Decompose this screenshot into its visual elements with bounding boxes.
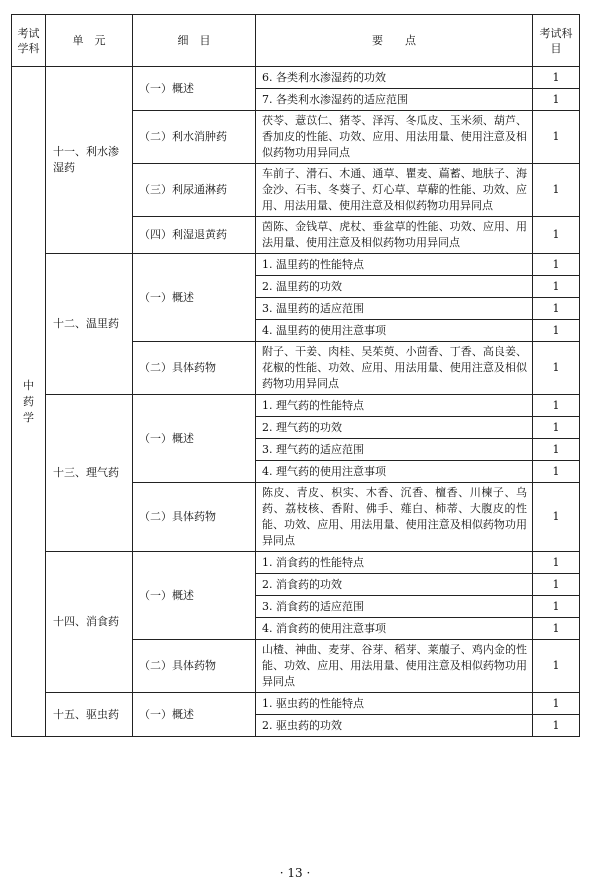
score-cell: 1	[533, 417, 580, 439]
score-cell: 1	[533, 640, 580, 693]
score-cell: 1	[533, 89, 580, 111]
unit-cell: 十三、理气药	[46, 395, 133, 552]
unit-cell: 十二、温里药	[46, 254, 133, 395]
point-cell: 2. 温里药的功效	[256, 276, 533, 298]
score-cell: 1	[533, 298, 580, 320]
point-cell: 4. 理气药的使用注意事项	[256, 461, 533, 483]
score-cell: 1	[533, 715, 580, 737]
point-cell: 2. 驱虫药的功效	[256, 715, 533, 737]
detail-cell: （一）概述	[133, 67, 256, 111]
header-points: 要 点	[256, 15, 533, 67]
point-cell: 茯苓、薏苡仁、猪苓、泽泻、冬瓜皮、玉米须、葫芦、香加皮的性能、功效、应用、用法用量、使用注意及相似药物功用异同点	[256, 111, 533, 164]
score-cell: 1	[533, 461, 580, 483]
detail-cell: （一）概述	[133, 395, 256, 483]
point-cell: 陈皮、青皮、枳实、木香、沉香、檀香、川楝子、乌药、荔枝核、香附、佛手、薤白、柿蒂、大腹皮的性能、功效、应用、用法用量、使用注意及相似药物功用异同点	[256, 483, 533, 552]
detail-cell: （四）利湿退黄药	[133, 217, 256, 254]
header-detail: 细 目	[133, 15, 256, 67]
score-cell: 1	[533, 320, 580, 342]
detail-cell: （一）概述	[133, 552, 256, 640]
point-cell: 3. 消食药的适应范围	[256, 596, 533, 618]
table-row	[12, 693, 580, 715]
score-cell: 1	[533, 67, 580, 89]
table-row	[12, 395, 580, 417]
unit-cell: 十一、利水渗湿药	[46, 67, 133, 254]
point-cell: 4. 消食药的使用注意事项	[256, 618, 533, 640]
point-cell: 2. 理气药的功效	[256, 417, 533, 439]
score-cell: 1	[533, 693, 580, 715]
subject-label: 中药学	[23, 378, 34, 424]
score-cell: 1	[533, 342, 580, 395]
point-cell: 1. 驱虫药的性能特点	[256, 693, 533, 715]
score-cell: 1	[533, 217, 580, 254]
point-cell: 7. 各类利水渗湿药的适应范围	[256, 89, 533, 111]
point-cell: 3. 理气药的适应范围	[256, 439, 533, 461]
detail-cell: （二）具体药物	[133, 640, 256, 693]
header-row	[12, 15, 580, 67]
score-cell: 1	[533, 164, 580, 217]
score-cell: 1	[533, 111, 580, 164]
table-row	[12, 67, 580, 89]
point-cell: 1. 消食药的性能特点	[256, 552, 533, 574]
point-cell: 6. 各类利水渗湿药的功效	[256, 67, 533, 89]
syllabus-table	[11, 14, 580, 737]
score-cell: 1	[533, 618, 580, 640]
score-cell: 1	[533, 596, 580, 618]
header-score: 考试科目	[533, 15, 580, 67]
table-body	[12, 67, 580, 737]
score-cell: 1	[533, 254, 580, 276]
detail-cell: （一）概述	[133, 254, 256, 342]
detail-cell: （二）具体药物	[133, 342, 256, 395]
unit-cell: 十五、驱虫药	[46, 693, 133, 737]
unit-cell: 十四、消食药	[46, 552, 133, 693]
score-cell: 1	[533, 483, 580, 552]
point-cell: 附子、干姜、肉桂、吴茱萸、小茴香、丁香、高良姜、花椒的性能、功效、应用、用法用量、使用注意及相似药物功用异同点	[256, 342, 533, 395]
point-cell: 山楂、神曲、麦芽、谷芽、稻芽、莱菔子、鸡内金的性能、功效、应用、用法用量、使用注意及相似药物功用异同点	[256, 640, 533, 693]
point-cell: 3. 温里药的适应范围	[256, 298, 533, 320]
score-cell: 1	[533, 574, 580, 596]
score-cell: 1	[533, 276, 580, 298]
score-cell: 1	[533, 439, 580, 461]
detail-cell: （一）概述	[133, 693, 256, 737]
point-cell: 1. 理气药的性能特点	[256, 395, 533, 417]
point-cell: 车前子、滑石、木通、通草、瞿麦、萹蓄、地肤子、海金沙、石韦、冬葵子、灯心草、草薢的性能、功效、应用、用法用量、使用注意及相似药物功用异同点	[256, 164, 533, 217]
header-unit: 单 元	[46, 15, 133, 67]
detail-cell: （二）利水消肿药	[133, 111, 256, 164]
page-number: · 13 ·	[279, 866, 311, 880]
header-subject: 考试学科	[12, 15, 46, 67]
table-row	[12, 254, 580, 276]
subject-cell	[12, 67, 46, 737]
table-row	[12, 552, 580, 574]
detail-cell: （三）利尿通淋药	[133, 164, 256, 217]
score-cell: 1	[533, 552, 580, 574]
point-cell: 2. 消食药的功效	[256, 574, 533, 596]
detail-cell: （二）具体药物	[133, 483, 256, 552]
score-cell: 1	[533, 395, 580, 417]
point-cell: 4. 温里药的使用注意事项	[256, 320, 533, 342]
syllabus-document	[11, 14, 579, 737]
point-cell: 1. 温里药的性能特点	[256, 254, 533, 276]
point-cell: 茵陈、金钱草、虎杖、垂盆草的性能、功效、应用、用法用量、使用注意及相似药物功用异同点	[256, 217, 533, 254]
